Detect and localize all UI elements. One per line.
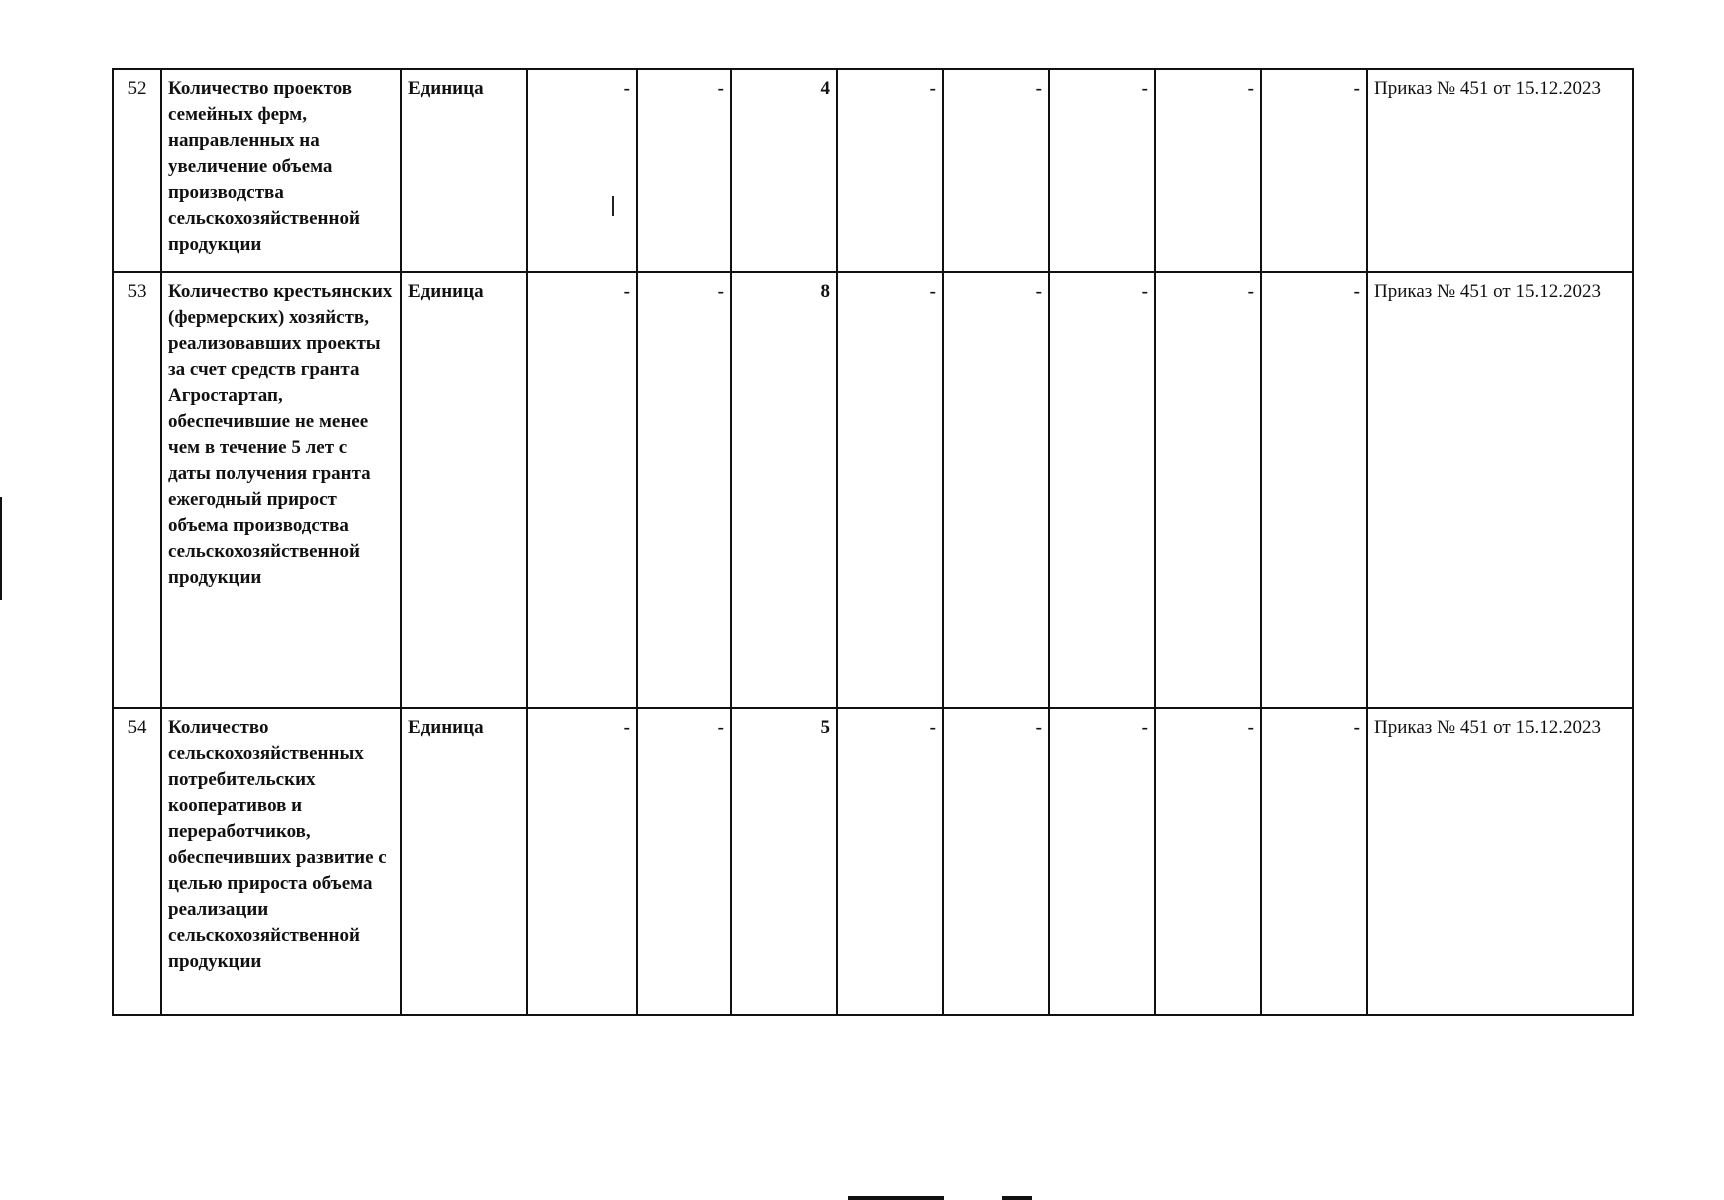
value-cell: -: [637, 272, 731, 708]
value-cell: -: [1155, 708, 1261, 1015]
value-cell: -: [837, 708, 943, 1015]
table-row: [113, 708, 1633, 1015]
row-number: 53: [113, 272, 161, 708]
value-cell: -: [1155, 272, 1261, 708]
value-cell: 8: [731, 272, 837, 708]
unit-cell: Единица: [401, 69, 527, 272]
row-number: 54: [113, 708, 161, 1015]
source-document-cell: Приказ № 451 от 15.12.2023: [1367, 69, 1633, 272]
unit-cell: Единица: [401, 708, 527, 1015]
value-cell: -: [1049, 272, 1155, 708]
unit-cell: Единица: [401, 272, 527, 708]
value-cell: -: [837, 272, 943, 708]
value-cell: -: [1261, 69, 1367, 272]
value-cell: -: [637, 69, 731, 272]
scan-edge-mark: [848, 1196, 944, 1200]
value-cell: -: [527, 69, 637, 272]
value-cell: -: [1261, 708, 1367, 1015]
table-row: [113, 272, 1633, 708]
value-cell: -: [1049, 69, 1155, 272]
table-row: [113, 69, 1633, 272]
value-cell: -: [943, 272, 1049, 708]
scan-edge-mark: [1002, 1196, 1032, 1200]
source-document-cell: Приказ № 451 от 15.12.2023: [1367, 272, 1633, 708]
indicators-table: [112, 68, 1634, 1016]
row-number: 52: [113, 69, 161, 272]
value-cell: -: [943, 708, 1049, 1015]
indicator-name: Количество проектов семейных ферм, направленных на увеличение объема производства сельскохозяйственной продукции: [161, 69, 401, 272]
value-cell: -: [1155, 69, 1261, 272]
value-cell: 5: [731, 708, 837, 1015]
value-cell: -: [527, 272, 637, 708]
value-cell: -: [1261, 272, 1367, 708]
value-cell: -: [527, 708, 637, 1015]
value-cell: -: [943, 69, 1049, 272]
value-cell: -: [1049, 708, 1155, 1015]
source-document-cell: Приказ № 451 от 15.12.2023: [1367, 708, 1633, 1015]
indicator-name: Количество крестьянских (фермерских) хозяйств, реализовавших проекты за счет средств гранта Агростартап, обеспечившие не менее чем в течение 5 лет с даты получения гранта ежегодный прирост объема производства сельскохозяйственной продукции: [161, 272, 401, 708]
indicator-name: Количество сельскохозяйственных потребительских кооперативов и переработчиков, обеспечивших развитие с целью прироста объема реализации сельскохозяйственной продукции: [161, 708, 401, 1015]
value-cell: 4: [731, 69, 837, 272]
value-cell: -: [637, 708, 731, 1015]
scan-edge-mark: [0, 497, 2, 600]
value-cell: -: [837, 69, 943, 272]
